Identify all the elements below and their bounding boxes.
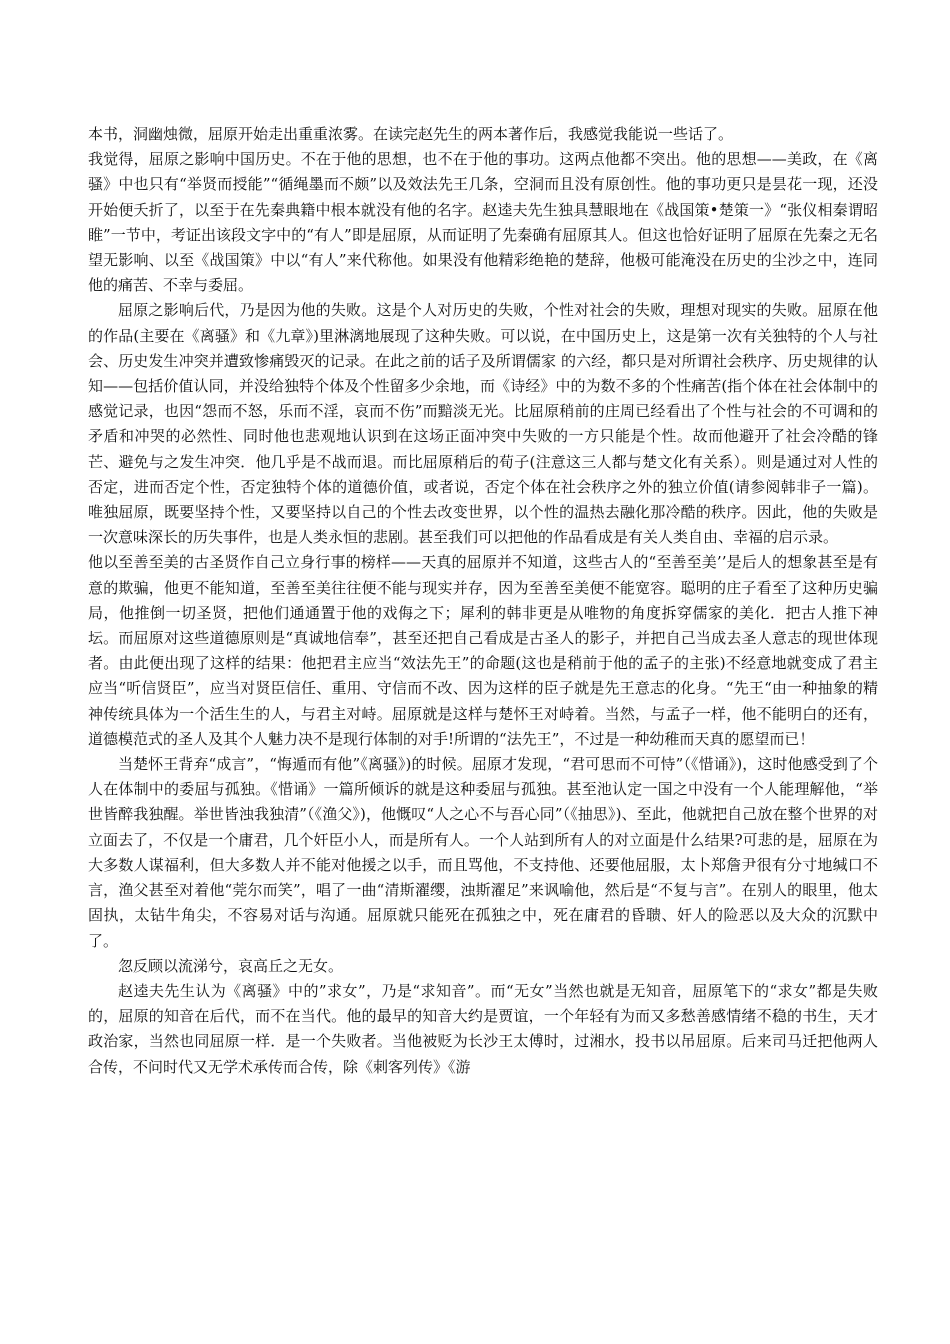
paragraph-1: 本书，洞幽烛微，屈原开始走出重重浓雾。在读完赵先生的两本著作后，我感觉我能说一些话了。 [88,125,734,143]
paragraph-7: 赵逵夫先生认为《离骚》中的”求女”，乃是“求知音”。而“无女”当然也就是无知音，屈原笔下的“求女”都是失败的，屈原的知音在后代，而不在当代。他的最早的知音大约是贾谊，一个年轻有为而又多愁善感情绪不稳的书生，天才政治家，当然也同屈原一样．是一个失败者。当他被贬为长沙王太傅时，过湘水，投书以吊屈原。后来司马迁把他两人合传，不问时代又无学术承传而合传，除《刺客列传》《游 [88,981,878,1076]
poem-quote-line: 忽反顾以流涕兮，哀高丘之无女。 [118,956,344,975]
paragraph-4: 他以至善至美的古圣贤作自己立身行事的榜样——天真的屈原并不知道，这些古人的“至善至美’’是后人的想象甚至是有意的欺骗，他更不能知道，至善至美往往便不能与现实并存，因为至善至美便不能宽容。聪明的庄子看至了这种历史骗局，他推倒一切圣贤，把他们通通置于他的戏侮之下；犀利的韩非更是从唯物的角度拆穿儒家的美化．把古人推下神坛。而屈原对这些道德原则是“真诚地信奉”，甚至还把自己看成是古圣人的影子，并把自己当成去圣人意志的现世体现者。由此便出现了这样的结果：他把君主应当“效法先王”的命题(这也是稍前于他的孟子的主张)不经意地就变成了君主应当“听信贤臣”，应当对贤臣信任、重用、守信而不改、因为这样的臣子就是先王意志的化身。“先王“由一种抽象的精神传统具体为一个活生生的人，与君主对峙。屈原就是这样与楚怀王对峙着。当然，与孟子一样，他不能明白的还有，道德模范式的圣人及其个人魅力决不是现行体制的对手!所谓的“法先王”，不过是一种幼稚而天真的愿望而已！ [88,553,878,748]
paragraph-5: 当楚怀王背弃“成言”，“悔遁而有他”《离骚》)的时候。屈原才发现，“君可思而不可恃”（《惜诵》)，这时他感受到了个人在体制中的委屈与孤独。《惜诵》一篇所倾诉的就是这种委屈与孤独。甚至池认定一国之中没有一个人能理解他，“举世皆醉我独醒。举世皆浊我独清”（《渔父》)，他慨叹“人之心不与吾心同”（《抽思》)、至此，他就把自己放在整个世界的对立面去了，不仅是一个庸君，几个奸臣小人，而是所有人。一个人站到所有人的对立面是什么结果?可悲的是，屈原在为大多数人谋福利，但大多数人并不能对他援之以手，而且骂他，不支持他、还要他屈服，太卜郑詹尹很有分寸地缄口不言，渔父甚至对着他“莞尔而笑”，唱了一曲“清斯濯缨，浊斯濯足”来讽喻他，然后是“不复与言”。在别人的眼里，他太固执，太钻牛角尖，不容易对话与沟通。屈原就只能死在孤独之中，死在庸君的昏聩、奸人的险恶以及大众的沉默中了。 [88,755,878,950]
document-page [88,122,878,1080]
paragraph-2: 我觉得，屈原之影响中国历史。不在于他的思想，也不在于他的事功。这两点他都不突出。他的思想——美政，在《离骚》中也只有“举贤而授能”“循绳墨而不颇”以及效法先王几条，空洞而且没有原创性。他的事功更只是昙花一现，还没开始便夭折了，以至于在先秦典籍中根本就没有他的名字。赵逵夫先生独具慧眼地在《战国策•楚策一》“张仪相秦谓昭睢”一节中，考证出该段文字中的“有人”即是屈原，从而证明了先秦确有屈原其人。但这也恰好证明了屈原在先秦之无名望无影响、以至《战国策》中以“有人”来代称他。如果没有他精彩绝艳的楚辞，他极可能淹没在历史的尘沙之中，连同他的痛苦、不幸与委屈。 [88,150,878,295]
paragraph-3: 屈原之影响后代，乃是因为他的失败。这是个人对历史的失败，个性对社会的失败，理想对现实的失败。屈原在他的作品(主要在《离骚》和《九章》)里淋漓地展现了这种失败。可以说，在中国历史上，这是第一次有关独特的个人与社会、历史发生冲突并遭致惨痛毁灭的记录。在此之前的话子及所谓儒家 的六经，都只是对所谓社会秩序、历史规律的认知——包括价值认同，并没给独特个体及个性留多少余地，而《诗经》中的为数不多的个性痛苦(指个体在社会体制中的感觉记录，也因“怨而不怒，乐而不淫，哀而不伤”而黯淡无光。比屈原稍前的庄周已经看出了个性与社会的不可调和的矛盾和冲哭的必然性、同时他也悲观地认识到在这场正面冲突中失败的一方只能是个性。故而他避开了社会冷酷的锋芒、避免与之发生冲突．他几乎是不战而退。而比屈原稍后的荀子(注意这三人都与楚文化有关系）。则是通过对人性的否定，进而否定个性，否定独特个体的道德价值，或者说，否定个体在社会秩序之外的独立价值(请参阅韩非子一篇)。唯独屈原，既要坚持个性，又要坚持以自己的个性去改变世界，以个性的温热去融化那冷酷的秩序。因此，他的失败是一次意味深长的历失事件，也是人类永恒的悲剧。甚至我们可以把他的作品看成是有关人类自由、幸福的启示录。 [88,301,878,547]
